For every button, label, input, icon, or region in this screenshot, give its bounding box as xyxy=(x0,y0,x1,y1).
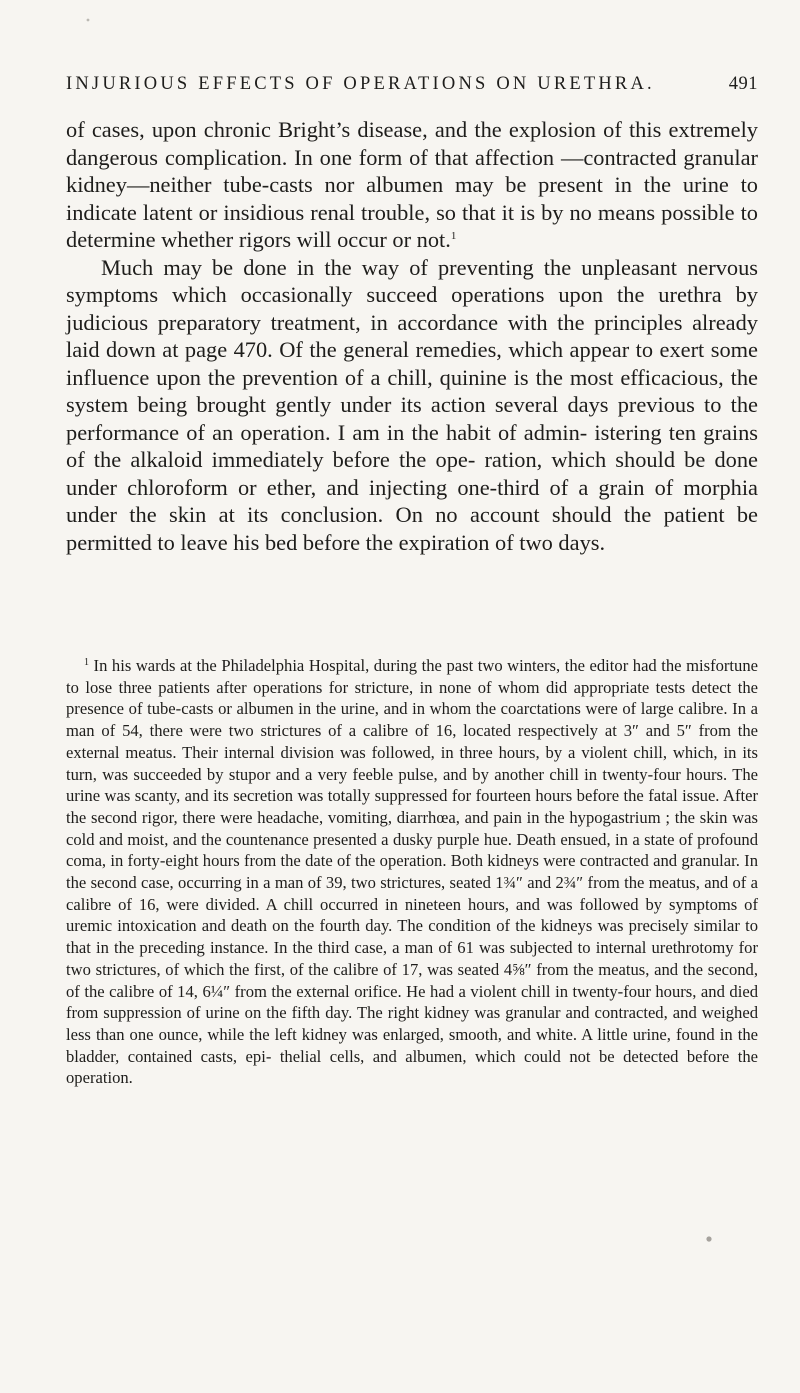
footnote-text: In his wards at the Philadelphia Hospital, during the past two winters, the editor had the misfortune to lose three patients after operations for stricture, in none of whom did appropriate tests detect the presence of tube-casts or albumen in the urine, and in whom the coarctations were of large calibre. In a man of 54, there were two strictures of a calibre of 16, located respectively at 3″ and 5″ from the external meatus. Their internal division was followed, in three hours, by a violent chill, which, in its turn, was succeeded by stupor and a very feeble pulse, and by another chill in twenty-four hours. The urine was scanty, and its secretion was totally suppressed for fourteen hours before the fatal issue. After the second rigor, there were headache, vomiting, diarrhœa, and pain in the hypogastrium ; the skin was cold and moist, and the countenance presented a dusky purple hue. Death ensued, in a state of profound coma, in forty-eight hours from the date of the operation. Both kidneys were contracted and granular. In the second case, occurring in a man of 39, two strictures, seated 1¾″ and 2¾″ from the meatus, and of a calibre of 16, were divided. A chill occurred in nineteen hours, and was followed by symptoms of uremic intoxication and death on the fourth day. The condition of the kidneys was precisely similar to that in the preceding instance. In the third case, a man of 61 was subjected to internal urethrotomy for two strictures, of which the first, of the calibre of 17, was seated 4⅝″ from the meatus, and the second, of the calibre of 14, 6¼″ from the external orifice. He had a violent chill in twenty-four hours, and died from suppression of urine on the fifth day. The right kidney was granular and contracted, and weighed less than one ounce, while the left kidney was enlarged, smooth, and white. A little urine, found in the bladder, contained casts, epi- thelial cells, and albumen, which could not be detected before the operation. xyxy=(66,656,758,1088)
footnote-reference: 1 xyxy=(450,230,457,242)
paper-speck xyxy=(706,1236,711,1241)
paper-speck xyxy=(87,19,90,22)
footnote-marker: 1 xyxy=(84,657,89,668)
page-number: 491 xyxy=(728,74,758,94)
running-head-title: INJURIOUS EFFECTS OF OPERATIONS ON URETHRA. xyxy=(66,74,655,94)
paragraph-2: Much may be done in the way of preventing the unpleasant nervous symptoms which occasionally succeed operations upon the urethra by judicious preparatory treatment, in accordance with the principles already laid down at page 470. Of the general remedies, which appear to exert some influence upon the prevention of a chill, quinine is the most efficacious, the system being brought gently under its action several days previous to the performance of an operation. I am in the habit of admin- istering ten grains of the alkaloid immediately before the ope- ration, which should be done under chloroform or ether, and injecting one-third of a grain of morphia under the skin at its conclusion. On no account should the patient be permitted to leave his bed before the expiration of two days. xyxy=(66,254,758,555)
paragraph-1-text: of cases, upon chronic Bright’s disease, and the explosion of this extremely dangerous complication. In one form of that affection —contracted granular kidney—neither tube-casts nor albumen may be present in the urine to indicate latent or insidious renal trouble, so that it is by no means possible to determine whether rigors will occur or not. xyxy=(66,117,758,252)
running-head xyxy=(66,74,758,104)
main-text xyxy=(66,116,758,556)
footnote-paragraph xyxy=(66,655,758,1089)
paragraph-1 xyxy=(66,116,758,254)
footnote xyxy=(66,655,758,1089)
